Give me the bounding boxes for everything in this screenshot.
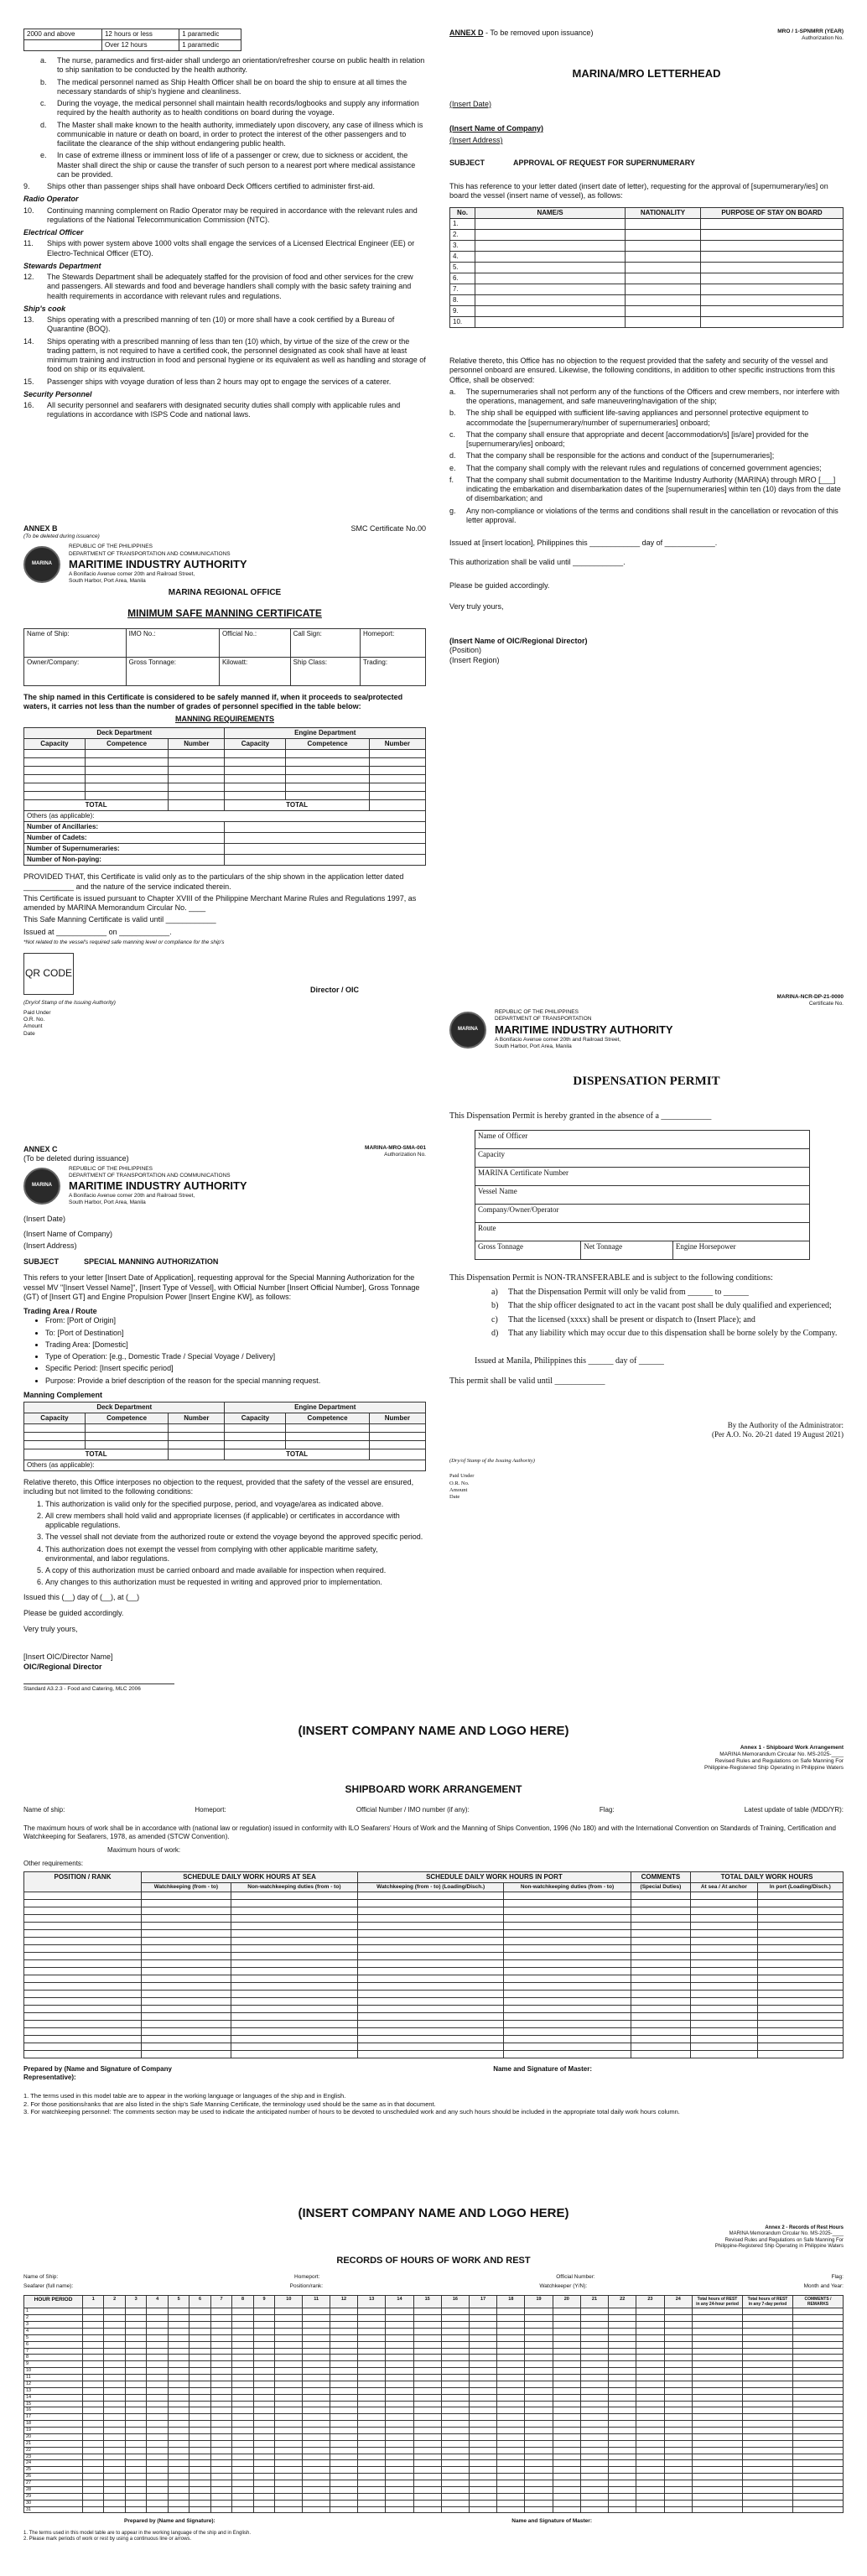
list-item: a. The nurse, paramedics and first-aider shall undergo an orientation/refresher course on public health in relation to ship sanitation to be conducted by the health authority. bbox=[40, 56, 425, 75]
day-label: 8 bbox=[24, 2355, 83, 2361]
table-row bbox=[24, 2493, 844, 2500]
hour-header: 3 bbox=[125, 2295, 146, 2308]
supernumerary-table: No. NAME/S NATIONALITY PURPOSE OF STAY ON BOARD 1. 2. 3. 4. 5. 6. 7. 8. 9. 10. bbox=[449, 207, 844, 328]
hour-header: 9 bbox=[253, 2295, 274, 2308]
list-item: 1. This authorization is valid only for the specified purpose, period, and voyage/area as indicated above. bbox=[45, 1500, 426, 1509]
personnel-sections bbox=[23, 195, 426, 419]
day-label: 24 bbox=[24, 2460, 83, 2467]
day-label: 11 bbox=[24, 2375, 83, 2381]
manning-complement-table: Deck Department Engine Department Capacity Competence Number Capacity Competence Number TOTAL TOTAL Others (as applicable): bbox=[23, 1402, 426, 1471]
swa-fields: Name of ship: Homeport: Official Number / IMO number (if any): Flag: Latest update of table (MDD/YR): bbox=[23, 1806, 844, 1814]
permit-fields-table: Name of Officer Capacity MARINA Certificate Number Vessel Name Company/Owner/Operator Route Gross Tonnage Net Tonnage Engine Horsepower bbox=[475, 1130, 810, 1260]
hour-header: 17 bbox=[470, 2295, 497, 2308]
hour-header: 23 bbox=[636, 2295, 664, 2308]
list-item: f. That the company shall submit documentation to the Maritime Industry Authority (MARINA) through MRO [___] indicating the embarkation and disembarkation dates of the [supernumeraries] within ten (10) days from the date of disembarkation; and bbox=[449, 475, 841, 503]
table-row bbox=[24, 2006, 844, 2013]
table-row bbox=[24, 2500, 844, 2506]
table-row: 8. bbox=[450, 295, 844, 306]
table-row bbox=[24, 2036, 844, 2043]
table-row bbox=[24, 792, 426, 800]
list-item: b. The ship shall be equipped with sufficient life-saving appliances and personnel protective equipment to accommodate the [supernumerary/number of supernumeraries] onboard; bbox=[449, 409, 809, 427]
day-label: 14 bbox=[24, 2394, 83, 2401]
table-row bbox=[24, 2428, 844, 2434]
letterhead-title: MARINA/MRO LETTERHEAD bbox=[572, 67, 721, 81]
day-label: 18 bbox=[24, 2421, 83, 2428]
authority-header: MARINA REPUBLIC OF THE PHILIPPINES DEPARTMENT OF TRANSPORTATION AND COMMUNICATIONS MARITIME INDUSTRY AUTHORITY A Bonifacio Avenue corner 20th and Railroad Street, South Harbor, Port Area, Manila bbox=[23, 1166, 426, 1207]
table-row bbox=[24, 2447, 844, 2454]
list-item: e. In case of extreme illness or imminent loss of life of a passenger or crew, due to sickness or accident, the Master shall direct the ship or cause the transfer of such person to a nearest port where medical assistance can be provided. bbox=[40, 151, 416, 179]
table-row bbox=[24, 2486, 844, 2493]
table-row: 9. bbox=[450, 306, 844, 317]
section-heading: Security Personnel bbox=[23, 389, 92, 398]
table-row bbox=[24, 2460, 844, 2467]
table-row bbox=[24, 2322, 844, 2329]
hour-header: 1 bbox=[83, 2295, 104, 2308]
hour-header: 6 bbox=[189, 2295, 210, 2308]
table-row: 2000 and above 12 hours or less 1 paramedic bbox=[24, 29, 241, 40]
table-row bbox=[24, 2454, 844, 2460]
table-row bbox=[24, 1960, 844, 1968]
table-row: Vessel Name bbox=[475, 1186, 810, 1205]
hour-header: 21 bbox=[580, 2295, 608, 2308]
day-label: 29 bbox=[24, 2493, 83, 2500]
rhr-title: RECORDS OF HOURS OF WORK AND REST bbox=[336, 2255, 531, 2266]
hour-header: 13 bbox=[358, 2295, 386, 2308]
day-label: 1 bbox=[24, 2308, 83, 2315]
table-row bbox=[24, 2433, 844, 2440]
table-row bbox=[24, 1441, 426, 1449]
list-item: 12. The Stewards Department shall be adequately staffed for the provision of food and other services for the crew and passengers. All stewards and food and beverage handlers shall comply with the basic safety training and health requirements in accordance with relevant rules and regulations. bbox=[23, 273, 413, 300]
day-label: 23 bbox=[24, 2454, 83, 2460]
table-row bbox=[24, 2414, 844, 2421]
table-row bbox=[24, 2028, 844, 2036]
table-row bbox=[24, 1915, 844, 1923]
day-label: 28 bbox=[24, 2486, 83, 2493]
fee-block: Paid Under O.R. No. Amount Date bbox=[449, 1473, 475, 1500]
day-label: 17 bbox=[24, 2414, 83, 2421]
conditions-list bbox=[45, 1500, 426, 1588]
authority-header: MARINA REPUBLIC OF THE PHILIPPINES DEPARTMENT OF TRANSPORTATION AND COMMUNICATIONS MARITIME INDUSTRY AUTHORITY A Bonifacio Avenue corner 20th and Railroad Street, South Harbor, Port Area, Manila bbox=[23, 544, 426, 585]
list-item: 5. A copy of this authorization must be carried onboard and made available for inspection when required. bbox=[45, 1566, 426, 1575]
table-row bbox=[24, 758, 426, 767]
table-row bbox=[24, 2407, 844, 2414]
table-row bbox=[24, 2368, 844, 2375]
table-row: Capacity bbox=[475, 1149, 810, 1168]
medical-items bbox=[23, 56, 426, 180]
table-row bbox=[24, 2051, 844, 2058]
list-item: • Purpose: Provide a brief description of the reason for the special manning request. bbox=[45, 1376, 426, 1386]
list-item: • Trading Area: [Domestic] bbox=[45, 1340, 426, 1350]
manning-requirements-table: Deck Department Engine Department Capacity Competence Number Capacity Competence Number TOTAL TOTAL Others (as applicable): Number of Ancillaries: Number of Cadets: Number of Supernumeraries: Number of Non-paying: bbox=[23, 727, 426, 866]
list-item: g. Any non-compliance or violations of the terms and conditions shall result in the cancellation or revocation of this letter approval. bbox=[449, 506, 838, 524]
safe-manning-notice: The ship named in this Certificate is considered to be safely manned if, when it proceeds to sea/protected waters, it carries not less than the number of grades of personnel specified in the table below: bbox=[23, 692, 403, 710]
list-item: 4. This authorization does not exempt the vessel from complying with other applicable maritime safety, environmental, and labor regulations. bbox=[45, 1545, 426, 1564]
day-label: 12 bbox=[24, 2381, 83, 2387]
list-item: d. The Master shall make known to the health authority, immediately upon discovery, any case of illness which is communicable in nature or death on board, in order to protect the interest of the other passengers and to facilitate the clearance of the ship without endangering public health. bbox=[40, 120, 423, 148]
table-row bbox=[24, 775, 426, 783]
day-label: 10 bbox=[24, 2368, 83, 2375]
table-row: 3. bbox=[450, 241, 844, 252]
table-row bbox=[24, 2315, 844, 2322]
company-logo-placeholder: (INSERT COMPANY NAME AND LOGO HERE) bbox=[298, 2206, 569, 2220]
section-heading: Radio Operator bbox=[23, 195, 79, 204]
day-label: 15 bbox=[24, 2401, 83, 2407]
table-row bbox=[24, 2474, 844, 2480]
table-row bbox=[24, 1991, 844, 1998]
authority-header: MARINA REPUBLIC OF THE PHILIPPINES DEPARTMENT OF TRANSPORTATION MARITIME INDUSTRY AUTHORITY A Bonifacio Avenue corner 20th and Railroad Street, South Harbor, Port Area, Manila bbox=[449, 1009, 844, 1050]
day-label: 3 bbox=[24, 2322, 83, 2329]
table-row: 4. bbox=[450, 252, 844, 263]
table-row bbox=[24, 2394, 844, 2401]
table-row: MARINA Certificate Number bbox=[475, 1168, 810, 1186]
list-item: c) That the licensed (xxxx) shall be present or dispatch to (Insert Place); and bbox=[491, 1314, 755, 1324]
permit-title: DISPENSATION PERMIT bbox=[573, 1075, 720, 1088]
table-row bbox=[24, 2381, 844, 2387]
table-row bbox=[24, 1953, 844, 1960]
table-row bbox=[24, 2506, 844, 2513]
table-row bbox=[24, 2467, 844, 2474]
list-item: d) That any liability which may occur due to this dispensation shall be borne solely by the Company. bbox=[491, 1329, 838, 1339]
table-row bbox=[24, 2308, 844, 2315]
list-item: 3. The vessel shall not deviate from the authorized route or extend the voyage beyond the approved specific period. bbox=[45, 1533, 426, 1542]
list-item: • From: [Port of Origin] bbox=[45, 1316, 426, 1325]
table-row: 10. bbox=[450, 317, 844, 328]
hour-header: 7 bbox=[210, 2295, 231, 2308]
day-label: 27 bbox=[24, 2480, 83, 2487]
shipboard-work-arrangement: (INSERT COMPANY NAME AND LOGO HERE) Annex 1 - Shipboard Work Arrangement MARINA Memorandum Circular No. MS-2025-____ Revised Rules and Regulations on Safe Manning For Philippine-Registered Ship Operating in Philippine Waters SHIPBOARD WORK ARRANGEMENT Name of ship: Homeport: Official Number / IMO number (if any): Flag: Latest update of table (MDD/YR): The maximum hours of work shall be in accordance with (national law or regulation) issued in conformity with ILO Seafarers' Hours of Work and the Manning of Ships Convention, 1996 (No 180) and with the International Convention on Standards of Training, Certification and Watchkeeping for Seafarers, 1978, as amended (STCW Convention). Maximum hours of work: Other requirements: POSITION / RANK SCHEDULE DAILY WORK HOURS AT SEA SCHEDULE DAILY WORK HOURS IN PORT COMMENTS TOTAL DAILY WORK HOURS Watchkeeping (from - to) Non-watchkeeping duties (from - to) Watchkeeping (from - to) (Loading/Disch.) Non-watchkeeping duties (from - to) (Special Duties) At sea / At anchor In port (Loading/Disch.) Prepared by (Name and Signature of Company Representative): Name and Signature of Master: 1. The terms used in this model table are to appear in the working language or languages of the ship and in English. 2. For those positions/ranks that are also listed in the ship's Safe Manning Certificate, the terminology used should be the same as in that document. 3. For watchkeeping personnel: The comments section may be used to indicate the anticipated number of hours to be devoted to unscheduled work and any such hours should be included in the appropriate total daily work hours column. bbox=[23, 1724, 844, 2116]
table-row bbox=[24, 2013, 844, 2021]
ship-particulars-table: Name of Ship: IMO No.: Official No.: Call Sign: Homeport: Owner/Company: Gross Tonnage: Kilowatt: Ship Class: Trading: bbox=[23, 628, 426, 686]
table-row: Route bbox=[475, 1223, 810, 1241]
annex-d: ANNEX D - To be removed upon issuance) MRO / 1-SPNMRR (YEAR) Authorization No. MARINA/MRO LETTERHEAD (Insert Date) (Insert Name of Company) (Insert Address) SUBJECT APPROVAL OF REQUEST FOR SUPERNUMERARY This has reference to your letter dated (insert date of letter), requesting for the approval of [supernumerary/ies] on board the vessel (insert name of vessel), as follows: No. NAME/S NATIONALITY PURPOSE OF STAY ON BOARD 1. 2. 3. 4. 5. 6. 7. 8. 9. 10. Relative thereto, this Office has no objection to the request provided that the safety and security of the vessel and personnel onboard are ensured. Likewise, the following conditions, in addition to other specific instructions from this Office, shall be observed: a. The supernumeraries shall not perform any of the functions of the Officers and crew members, nor interfere with the operations, management, and safe maneuvering/navigation of the ship; b. The ship shall be equipped with sufficient life-saving appliances and personnel protective equipment to accommodate the [supernumerary/number of supernumeraries] onboard; c. That the company shall ensure that appropriate and decent [accommodation/s] [is/are] provided for the [supernumerary/ies] onboard; d. That the company shall be responsible for the actions and conduct of the [supernumeraries]; e. That the company shall comply with the relevant rules and regulations of concerned government agencies; f. That the company shall submit documentation to the Maritime Industry Authority (MARINA) through MRO [___] indicating the embarkation and disembarkation dates of the [supernumeraries] within ten (10) days from the date of disembarkation; and g. Any non-compliance or violations of the terms and conditions shall result in the cancellation or revocation of this letter approval. Issued at [insert location], Philippines this ____________ day of ____________. This authorization shall be valid until ____________. Please be guided accordingly. Very truly yours, (Insert Name of OIC/Regional Director) (Position) (Insert Region) bbox=[449, 29, 844, 664]
table-row: 1. bbox=[450, 219, 844, 230]
left-column-text bbox=[23, 29, 426, 423]
annex-c: ANNEX C (To be deleted during issuance) MARINA-MRO-SMA-001 Authorization No. MARINA REPUBLIC OF THE PHILIPPINES DEPARTMENT OF TRANSPORTATION AND COMMUNICATIONS MARITIME INDUSTRY AUTHORITY A Bonifacio Avenue corner 20th and Railroad Street, South Harbor, Port Area, Manila (Insert Date) (Insert Name of Company) (Insert Address) SUBJECT SPECIAL MANNING AUTHORIZATION This refers to your letter [Insert Date of Application], requesting approval for the Special Manning Authorization for the vessel MV "[Insert Vessel Name]", [Insert Type of Vessel], with Official Number [Insert Official Number], Gross Tonnage (GT) of [Insert GT] and Engine Propulsion Power [Insert Engine KW], as follows: Trading Area / Route • From: [Port of Origin] • To: [Port of Destination] • Trading Area: [Domestic] • Type of Operation: [e.g., Domestic Trade / Special Voyage / Delivery] • Specific Period: [Insert specific period] • Purpose: Provide a brief description of the reason for the special manning request. Manning Complement Deck Department Engine Department Capacity Competence Number Capacity Competence Number TOTAL TOTAL Others (as applicable): Relative thereto, this Office interposes no objection to the request, provided that the safety of the vessel are ensured, including but not limited to the following conditions: 1. This authorization is valid only for the specified purpose, period, and voyage/area as indicated above. 2. All crew members shall hold valid and appropriate licenses (if applicable) or certificates in accordance with applicable regulations. 3. The vessel shall not deviate from the authorized route or extend the voyage beyond the approved specific period. 4. This authorization does not exempt the vessel from complying with other applicable maritime safety, environmental, and labor regulations. 5. A copy of this authorization must be carried onboard and made available for inspection when required. 6. Any changes to this authorization must be requested in writing and approved prior to implementation. Issued this (__) day of (__), at (__) Please be guided accordingly. Very truly yours, [Insert OIC/Director Name] OIC/Regional Director Standard A3.2.3 - Food and Catering, MLC 2006 bbox=[23, 1145, 426, 1693]
day-label: 20 bbox=[24, 2433, 83, 2440]
table-row bbox=[24, 1907, 844, 1915]
hour-header: 8 bbox=[232, 2295, 253, 2308]
list-item: c. That the company shall ensure that appropriate and decent [accommodation/s] [is/are] provided for the [supernumerary/ies] onboard; bbox=[449, 429, 809, 448]
marina-seal-icon: MARINA bbox=[23, 546, 60, 583]
table-row bbox=[24, 1983, 844, 1991]
table-row bbox=[24, 1975, 844, 1983]
table-row: 2. bbox=[450, 230, 844, 241]
table-row: 6. bbox=[450, 273, 844, 284]
marina-seal-icon: MARINA bbox=[449, 1012, 486, 1049]
list-item: 15. Passenger ships with voyage duration of less than 2 hours may opt to engage the services of a caterer. bbox=[23, 377, 392, 386]
conditions-list bbox=[449, 388, 844, 525]
hour-header: 20 bbox=[553, 2295, 580, 2308]
table-row: Name of Officer bbox=[475, 1131, 810, 1149]
section-heading: Electrical Officer bbox=[23, 228, 84, 237]
hour-header: 14 bbox=[386, 2295, 413, 2308]
regional-office: MARINA REGIONAL OFFICE bbox=[168, 588, 282, 598]
day-label: 7 bbox=[24, 2348, 83, 2355]
list-item: 6. Any changes to this authorization must be requested in writing and approved prior to implementation. bbox=[45, 1578, 426, 1587]
list-item: 2. All crew members shall hold valid and appropriate licenses (if applicable) or certificates in accordance with applicable regulations. bbox=[45, 1512, 426, 1531]
table-row bbox=[24, 2348, 844, 2355]
table-row bbox=[24, 2480, 844, 2487]
table-row bbox=[24, 767, 426, 775]
table-row bbox=[24, 2421, 844, 2428]
table-row bbox=[24, 2334, 844, 2341]
hour-header: 4 bbox=[147, 2295, 168, 2308]
table-row bbox=[24, 783, 426, 792]
table-row bbox=[24, 1900, 844, 1907]
table-row bbox=[24, 1923, 844, 1930]
trading-route-list bbox=[45, 1316, 426, 1386]
work-arrangement-table: POSITION / RANK SCHEDULE DAILY WORK HOURS AT SEA SCHEDULE DAILY WORK HOURS IN PORT COMMENTS TOTAL DAILY WORK HOURS Watchkeeping (from - to) Non-watchkeeping duties (from - to) Watchkeeping (from - to) (Loading/Disch.) Non-watchkeeping duties (from - to) (Special Duties) At sea / At anchor In port (Loading/Disch.) bbox=[23, 1871, 844, 2058]
table-row bbox=[24, 2440, 844, 2447]
medical-staffing-table bbox=[23, 29, 241, 51]
hour-header: 22 bbox=[609, 2295, 636, 2308]
hour-header: 5 bbox=[168, 2295, 189, 2308]
day-label: 31 bbox=[24, 2506, 83, 2513]
day-label: 5 bbox=[24, 2334, 83, 2341]
hour-header: 15 bbox=[413, 2295, 441, 2308]
table-row bbox=[24, 1433, 426, 1441]
list-item: 9. Ships other than passenger ships shall have onboard Deck Officers certified to administer first-aid. bbox=[23, 182, 376, 190]
list-item: b) That the ship officer designated to act in the vacant post shall be duly qualified and experienced; bbox=[491, 1301, 832, 1311]
day-label: 19 bbox=[24, 2428, 83, 2434]
marina-seal-icon: MARINA bbox=[23, 1168, 60, 1205]
permit-conditions bbox=[475, 1288, 844, 1340]
list-item: 16. All security personnel and seafarers with designated security duties shall comply with applicable rules and regulations in accordance with ISPS Code and national laws. bbox=[23, 401, 401, 419]
day-label: 13 bbox=[24, 2387, 83, 2394]
day-label: 25 bbox=[24, 2467, 83, 2474]
table-row: Company/Owner/Operator bbox=[475, 1205, 810, 1223]
annex-b: ANNEX B (To be deleted during issuance) SMC Certificate No.00 MARINA REPUBLIC OF THE PHILIPPINES DEPARTMENT OF TRANSPORTATION AND COMMUNICATIONS MARITIME INDUSTRY AUTHORITY A Bonifacio Avenue corner 20th and Railroad Street, South Harbor, Port Area, Manila MARINA REGIONAL OFFICE MINIMUM SAFE MANNING CERTIFICATE Name of Ship: IMO No.: Official No.: Call Sign: Homeport: Owner/Company: Gross Tonnage: Kilowatt: Ship Class: Trading: The ship named in this Certificate is considered to be safely manned if, when it proceeds to sea/protected waters, it carries not less than the number of grades of personnel specified in the table below: MANNING REQUIREMENTS Deck Department Engine Department Capacity Competence Number Capacity Competence Number TOTAL TOTAL Others (as applicable): Number of Ancillaries: Number of Cadets: Number of Supernumeraries: Number of Non-paying: PROVIDED THAT, this Certificate is valid only as to the particulars of the ship shown in the application letter dated ____________ and the nature of the service indicated therein. This Certificate is issued pursuant to Chapter XVIII of the Philippine Merchant Marine Rules and Regulations 1997, as amended by MARINA Memorandum Circular No. ____ This Safe Manning Certificate is valid until ____________ Issued at ____________ on ____________. *Not related to the vessel's required safe manning level or compliance for the ship's QR CODE Director / OIC (Dry/of Stamp of the Issuing Authority) Paid Under O.R. No. Amount Date bbox=[23, 524, 426, 1037]
hour-header: 24 bbox=[664, 2295, 692, 2308]
hour-header: 2 bbox=[104, 2295, 125, 2308]
section-heading: Stewards Department bbox=[23, 261, 101, 270]
cert-number: SMC Certificate No.00 bbox=[350, 524, 426, 533]
day-label: 9 bbox=[24, 2361, 83, 2368]
hour-header: 19 bbox=[525, 2295, 553, 2308]
table-row: 5. bbox=[450, 263, 844, 273]
table-row bbox=[24, 2043, 844, 2051]
list-item: d. That the company shall be responsible for the actions and conduct of the [supernumeraries]; bbox=[449, 451, 775, 461]
day-label: 2 bbox=[24, 2315, 83, 2322]
day-label: 30 bbox=[24, 2500, 83, 2506]
day-label: 21 bbox=[24, 2440, 83, 2447]
day-label: 6 bbox=[24, 2341, 83, 2348]
table-row bbox=[24, 1998, 844, 2006]
company-logo-placeholder: (INSERT COMPANY NAME AND LOGO HERE) bbox=[298, 1724, 569, 1738]
swa-notes: 1. The terms used in this model table are to appear in the working language or languages of the ship and in English. 2. For those positions/ranks that are also listed in the ship's Safe Manning Certificate, the terminology used should be the same as in that document. 3. For watchkeeping personnel: The comments section may be used to indicate the anticipated number of hours to be devoted to unscheduled work and any such hours should be included in the appropriate total daily work hours column. bbox=[23, 2092, 680, 2116]
rest-hours-table: HOUR PERIOD 1 2 3 4 5 6 7 8 9 10 11 12 13 14 15 16 17 18 19 20 21 22 23 24 Total hours of REST in any 24-hour period Total hours of REST in any 7-day period COMMENTS / REMARKS 1 2 3 4 5 6 7 8 9 10 11 12 13 14 15 16 17 18 19 20 21 22 23 24 25 26 27 28 29 30 31 bbox=[23, 2295, 844, 2514]
table-row bbox=[24, 2355, 844, 2361]
table-row bbox=[24, 2361, 844, 2368]
table-row bbox=[24, 1930, 844, 1938]
table-row: Over 12 hours 1 paramedic bbox=[24, 40, 241, 51]
table-row bbox=[24, 1938, 844, 1945]
table-row: 7. bbox=[450, 284, 844, 295]
day-label: 22 bbox=[24, 2447, 83, 2454]
rhr-notes: 1. The terms used in this model table are to appear in the working language of the ship and in English. 2. Please mark periods of work or rest by using a continuous line or arrows. bbox=[23, 2530, 252, 2542]
swa-title: SHIPBOARD WORK ARRANGEMENT bbox=[345, 1783, 522, 1796]
dispensation-permit: MARINA-NCR-DP-21-0000 Certificate No. MARINA REPUBLIC OF THE PHILIPPINES DEPARTMENT OF TRANSPORTATION MARITIME INDUSTRY AUTHORITY A Bonifacio Avenue corner 20th and Railroad Street, South Harbor, Port Area, Manila DISPENSATION PERMIT This Dispensation Permit is hereby granted in the absence of a ____________ Name of Officer Capacity MARINA Certificate Number Vessel Name Company/Owner/Operator Route Gross Tonnage Net Tonnage Engine Horsepower This Dispensation Permit is NON-TRANSFERABLE and is subject to the following conditions: a) That the Dispensation Permit will only be valid from ______ to ______ b) That the ship officer designated to act in the vacant post shall be duly qualified and experienced; c) That the licensed (xxxx) shall be present or dispatch to (Insert Place); and d) That any liability which may occur due to this dispensation shall be borne solely by the Company. Issued at Manila, Philippines this ______ day of ______ This permit shall be valid until ____________ By the Authority of the Administrator: (Per A.O. No. 20-21 dated 19 August 2021) (Dry/of Stamp of the Issuing Authority) Paid Under O.R. No. Amount Date bbox=[449, 994, 844, 1500]
fee-block: Paid Under O.R. No. Amount Date bbox=[23, 1010, 51, 1037]
subject-line: SPECIAL MANNING AUTHORIZATION bbox=[84, 1257, 219, 1266]
hour-header: 18 bbox=[497, 2295, 525, 2308]
certificate-title: MINIMUM SAFE MANNING CERTIFICATE bbox=[127, 606, 322, 619]
hour-header: 10 bbox=[275, 2295, 303, 2308]
day-label: 16 bbox=[24, 2407, 83, 2414]
hour-header: 11 bbox=[303, 2295, 330, 2308]
list-item: 14. Ships operating with a prescribed manning of less than ten (10) which, by virtue of the size of the crew or the trading pattern, is not required to have a certified cook, the personnel designated as cook shall have at least minimum training and instruction in food and personal hygiene or its equivalent as well as handling and storage of food on ship or its equivalent. bbox=[23, 336, 426, 374]
table-row bbox=[24, 1424, 426, 1433]
table-row bbox=[24, 2021, 844, 2028]
records-of-rest-hours: (INSERT COMPANY NAME AND LOGO HERE) Annex 2 - Records of Rest Hours MARINA Memorandum Circular No. MS-2025-____ Revised Rules and Regulations on Safe Manning For Philippine-Registered Ship Operating in Philippine Waters RECORDS OF HOURS OF WORK AND REST Name of Ship: Homeport: Official Number: Flag: Seafarer (full name): Position/rank: Watchkeeper (Y/N): Month and Year: HOUR PERIOD 1 2 3 4 5 6 7 8 9 10 11 12 13 14 15 16 17 18 19 20 21 22 23 24 Total hours of REST in any 24-hour period Total hours of REST in any 7-day period COMMENTS / REMARKS 1 2 3 4 5 6 7 8 9 10 11 12 13 14 15 16 17 18 19 20 21 22 23 24 25 26 27 28 29 30 31 Prepared by (Name and Signature): Name and Signature of Master: 1. The terms used in this model table are to appear in the working language of the ship and in English. 2. Please mark periods of work or rest by using a continuous line or arrows. bbox=[23, 2206, 844, 2542]
list-item: 10. Continuing manning complement on Radio Operator may be required in accordance with the relevant rules and regulations of the National Telecommunication Commission (NTC). bbox=[23, 206, 418, 224]
section-heading: Ship's cook bbox=[23, 304, 66, 313]
hour-header: 12 bbox=[330, 2295, 357, 2308]
table-row bbox=[24, 1892, 844, 1900]
list-item: 11. Ships with power system above 1000 volts shall engage the services of a Licensed Electrical Engineer (EE) or Electro-Technical Officer (ETO). bbox=[23, 239, 415, 258]
table-row bbox=[24, 2375, 844, 2381]
list-item: • Specific Period: [Insert specific period] bbox=[45, 1364, 426, 1373]
list-item: a. The supernumeraries shall not perform any of the functions of the Officers and crew members, nor interfere with the operations, management, and safe maneuvering/navigation of the ship; bbox=[449, 387, 840, 405]
hour-header: 16 bbox=[441, 2295, 469, 2308]
list-item: b. The medical personnel named as Ship Health Officer shall be on board the ship to ensure at all times the necessary standards of ship's hygiene and cleanliness. bbox=[40, 77, 408, 96]
list-item: 13. Ships operating with a prescribed manning of ten (10) or more shall have a cook certified by a Bureau of Quarantine (BOQ). bbox=[23, 315, 395, 334]
table-row bbox=[24, 1968, 844, 1975]
table-row bbox=[24, 1945, 844, 1953]
table-row bbox=[24, 750, 426, 758]
table-row bbox=[24, 2387, 844, 2394]
list-item: a) That the Dispensation Permit will only be valid from ______ to ______ bbox=[491, 1287, 749, 1297]
day-label: 26 bbox=[24, 2474, 83, 2480]
table-row bbox=[24, 2401, 844, 2407]
list-item: • To: [Port of Destination] bbox=[45, 1329, 426, 1338]
table-row bbox=[24, 2341, 844, 2348]
qr-code-placeholder: QR CODE bbox=[23, 953, 74, 995]
day-label: 4 bbox=[24, 2328, 83, 2334]
list-item: e. That the company shall comply with the relevant rules and regulations of concerned government agencies; bbox=[449, 463, 822, 472]
director-signature: Director / OIC bbox=[309, 985, 359, 994]
table-row bbox=[24, 2328, 844, 2334]
list-item: • Type of Operation: [e.g., Domestic Trade / Special Voyage / Delivery] bbox=[45, 1352, 426, 1361]
annex-b-label: ANNEX B bbox=[23, 524, 58, 533]
list-item: c. During the voyage, the medical personnel shall maintain health records/logbooks and supply any information required by the health authority as to health conditions on board during the voyage. bbox=[40, 99, 419, 117]
rhr-fields: Name of Ship: Homeport: Official Number: Flag: bbox=[23, 2273, 844, 2280]
